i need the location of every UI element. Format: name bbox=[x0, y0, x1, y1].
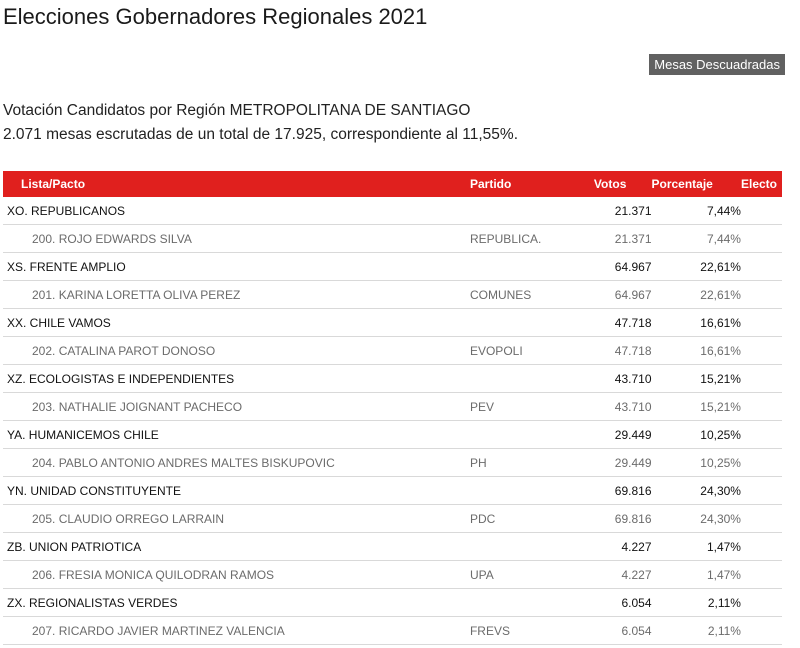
lista-pacto-cell: 202. CATALINA PAROT DONOSO bbox=[3, 337, 470, 365]
pacto-row bbox=[3, 197, 782, 225]
lista-pacto-cell: 200. ROJO EDWARDS SILVA bbox=[3, 225, 470, 253]
votos-cell: 4.227 bbox=[594, 561, 652, 589]
partido-cell: COMUNES bbox=[470, 281, 594, 309]
lista-pacto-cell: 206. FRESIA MONICA QUILODRAN RAMOS bbox=[3, 561, 470, 589]
porcentaje-cell: 24,30% bbox=[652, 505, 741, 533]
lista-pacto-cell: ZB. UNION PATRIOTICA bbox=[3, 533, 470, 561]
candidate-row bbox=[3, 393, 782, 421]
electo-cell bbox=[741, 477, 782, 505]
votos-cell: 43.710 bbox=[594, 393, 652, 421]
lista-pacto-cell: XX. CHILE VAMOS bbox=[3, 309, 470, 337]
candidate-row bbox=[3, 561, 782, 589]
partido-cell bbox=[470, 365, 594, 393]
votos-cell: 21.371 bbox=[594, 197, 652, 225]
mesas-descuadradas-button[interactable]: Mesas Descuadradas bbox=[649, 54, 785, 75]
electo-cell bbox=[741, 281, 782, 309]
col-header-partido: Partido bbox=[470, 171, 594, 197]
electo-cell bbox=[741, 253, 782, 281]
lista-pacto-cell: 201. KARINA LORETTA OLIVA PEREZ bbox=[3, 281, 470, 309]
table-header-row bbox=[3, 171, 782, 197]
votos-cell: 69.816 bbox=[594, 477, 652, 505]
electo-cell bbox=[741, 337, 782, 365]
partido-cell: UPA bbox=[470, 561, 594, 589]
partido-cell bbox=[470, 477, 594, 505]
electo-cell bbox=[741, 533, 782, 561]
pacto-row bbox=[3, 253, 782, 281]
electo-cell bbox=[741, 505, 782, 533]
partido-cell: EVOPOLI bbox=[470, 337, 594, 365]
col-header-votos: Votos bbox=[594, 171, 652, 197]
electo-cell bbox=[741, 617, 782, 645]
lista-pacto-cell: 203. NATHALIE JOIGNANT PACHECO bbox=[3, 393, 470, 421]
votos-cell: 29.449 bbox=[594, 421, 652, 449]
partido-cell bbox=[470, 253, 594, 281]
lista-pacto-cell: 207. RICARDO JAVIER MARTINEZ VALENCIA bbox=[3, 617, 470, 645]
porcentaje-cell: 1,47% bbox=[652, 561, 741, 589]
pacto-row bbox=[3, 309, 782, 337]
candidate-row bbox=[3, 337, 782, 365]
votos-cell: 64.967 bbox=[594, 281, 652, 309]
partido-cell: FREVS bbox=[470, 617, 594, 645]
electo-cell bbox=[741, 421, 782, 449]
pacto-row bbox=[3, 477, 782, 505]
results-table bbox=[3, 171, 782, 645]
partido-cell bbox=[470, 309, 594, 337]
region-subtitle: Votación Candidatos por Región METROPOLITANA DE SANTIAGO bbox=[3, 102, 471, 119]
electo-cell bbox=[741, 365, 782, 393]
pacto-row bbox=[3, 589, 782, 617]
porcentaje-cell: 7,44% bbox=[652, 225, 741, 253]
votos-cell: 4.227 bbox=[594, 533, 652, 561]
lista-pacto-cell: 204. PABLO ANTONIO ANDRES MALTES BISKUPOVIC bbox=[3, 449, 470, 477]
col-header-lista-pacto: Lista/Pacto bbox=[3, 171, 470, 197]
porcentaje-cell: 7,44% bbox=[652, 197, 741, 225]
votos-cell: 47.718 bbox=[594, 337, 652, 365]
partido-cell bbox=[470, 589, 594, 617]
porcentaje-cell: 22,61% bbox=[652, 281, 741, 309]
votos-cell: 6.054 bbox=[594, 617, 652, 645]
electo-cell bbox=[741, 197, 782, 225]
col-header-porcentaje: Porcentaje bbox=[652, 171, 741, 197]
porcentaje-cell: 15,21% bbox=[652, 393, 741, 421]
porcentaje-cell: 2,11% bbox=[652, 617, 741, 645]
electo-cell bbox=[741, 225, 782, 253]
porcentaje-cell: 1,47% bbox=[652, 533, 741, 561]
pacto-row bbox=[3, 365, 782, 393]
pacto-row bbox=[3, 533, 782, 561]
partido-cell bbox=[470, 421, 594, 449]
electo-cell bbox=[741, 561, 782, 589]
candidate-row bbox=[3, 617, 782, 645]
candidate-row bbox=[3, 505, 782, 533]
porcentaje-cell: 10,25% bbox=[652, 421, 741, 449]
porcentaje-cell: 15,21% bbox=[652, 365, 741, 393]
porcentaje-cell: 24,30% bbox=[652, 477, 741, 505]
lista-pacto-cell: YA. HUMANICEMOS CHILE bbox=[3, 421, 470, 449]
lista-pacto-cell: YN. UNIDAD CONSTITUYENTE bbox=[3, 477, 470, 505]
page-title: Elecciones Gobernadores Regionales 2021 bbox=[3, 4, 428, 29]
votos-cell: 47.718 bbox=[594, 309, 652, 337]
candidate-row bbox=[3, 281, 782, 309]
lista-pacto-cell: 205. CLAUDIO ORREGO LARRAIN bbox=[3, 505, 470, 533]
votos-cell: 29.449 bbox=[594, 449, 652, 477]
candidate-row bbox=[3, 225, 782, 253]
lista-pacto-cell: XZ. ECOLOGISTAS E INDEPENDIENTES bbox=[3, 365, 470, 393]
electo-cell bbox=[741, 393, 782, 421]
lista-pacto-cell: XO. REPUBLICANOS bbox=[3, 197, 470, 225]
col-header-electo: Electo bbox=[741, 171, 782, 197]
lista-pacto-cell: ZX. REGIONALISTAS VERDES bbox=[3, 589, 470, 617]
votos-cell: 64.967 bbox=[594, 253, 652, 281]
porcentaje-cell: 10,25% bbox=[652, 449, 741, 477]
lista-pacto-cell: XS. FRENTE AMPLIO bbox=[3, 253, 470, 281]
electo-cell bbox=[741, 449, 782, 477]
partido-cell bbox=[470, 533, 594, 561]
votos-cell: 69.816 bbox=[594, 505, 652, 533]
pacto-row bbox=[3, 421, 782, 449]
porcentaje-cell: 16,61% bbox=[652, 337, 741, 365]
partido-cell: REPUBLICA. bbox=[470, 225, 594, 253]
partido-cell bbox=[470, 197, 594, 225]
electo-cell bbox=[741, 309, 782, 337]
electo-cell bbox=[741, 589, 782, 617]
votos-cell: 21.371 bbox=[594, 225, 652, 253]
partido-cell: PEV bbox=[470, 393, 594, 421]
partido-cell: PDC bbox=[470, 505, 594, 533]
porcentaje-cell: 2,11% bbox=[652, 589, 741, 617]
porcentaje-cell: 16,61% bbox=[652, 309, 741, 337]
scrutiny-summary: 2.071 mesas escrutadas de un total de 17.925, correspondiente al 11,55%. bbox=[3, 126, 519, 143]
candidate-row bbox=[3, 449, 782, 477]
votos-cell: 6.054 bbox=[594, 589, 652, 617]
votos-cell: 43.710 bbox=[594, 365, 652, 393]
porcentaje-cell: 22,61% bbox=[652, 253, 741, 281]
partido-cell: PH bbox=[470, 449, 594, 477]
